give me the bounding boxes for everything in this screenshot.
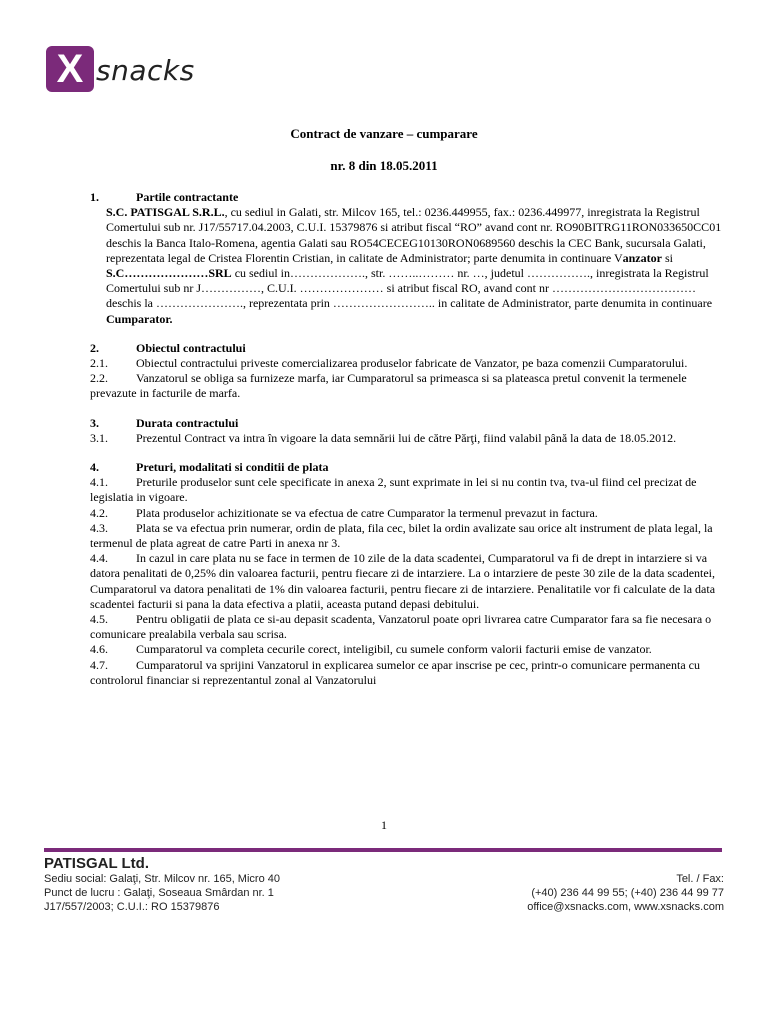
logo-word: snacks [96,53,195,87]
document-title: Contract de vanzare – cumparare [290,126,478,141]
clause: 4.3. Plata se va efectua prin numerar, ordin de plata, fila cec, bilet la ordin avalizate sau orice alt instrument de plata legal, la termenul de plata agreat de catre Parti in anexa nr 3. [90,520,713,551]
footer-contact-label: Tel. / Fax: [676,873,724,885]
logo-mark: X [46,46,94,92]
section-heading: 2. Obiectul contractului [90,340,246,355]
footer-phones: (+40) 236 44 99 55; (+40) 236 44 99 77 [531,887,724,899]
clause: 4.6. Cumparatorul va completa cecurile corect, inteligibil, cu sumele conform valorii facturii emise de vanzator. [90,642,652,657]
clause: 2.1. Obiectul contractului priveste comercializarea produselor fabricate de Vanzator, pe baza comenzii Cumparatorului. [90,356,688,371]
clause: 4.2. Plata produselor achizitionate se va efectua de catre Cumparator la termenul prevazut in factura. [90,505,598,520]
clause: 4.4. In cazul in care plata nu se face in termen de 10 zile de la data scadentei, Cumparatorul va fi de drept in intarziere si va datora penalitati de 0,25% din valoarea facturii, pentru fiecare zi de intarziere. La o intarziere de peste 30 zile de la data scadentei, Cumparatorul va datora penalitati de 1% din valoarea facturii, pentru fiecare zi de intarziere. Penalitatile vor fi calculate de la data scadentei facturii si pana la data efectiva a platii, aceasta putand depasi debitului. [90,551,716,611]
clause: 2.2. Vanzatorul se obliga sa furnizeze marfa, iar Cumparatorul sa primeasca si sa plateasca pretul convenit la termenele prevazute in facturile de marfa. [90,371,687,401]
section-heading: 3. Durata contractului [90,415,239,430]
footer-email-web: office@xsnacks.com, www.xsnacks.com [527,901,724,913]
footer-company: PATISGAL Ltd. [44,855,149,872]
footer-address: Sediu social: Galaţi, Str. Milcov nr. 165, Micro 40 [44,873,280,885]
footer [44,855,724,914]
seller-paragraph: S.C. PATISGAL S.R.L., cu sediul in Galati, str. Milcov 165, tel.: 0236.449955, fax.: 0236.449977, inregistrata la Registrul Comertului sub nr. J17/55717.04.2003, C.U.I. 15379876 si atribut fiscal “RO” avand cont nr. RO90BITRG11RON033650CC01 deschis la Banca Italo-Romena, agentia Galati sau RO54CECEG10130RON0689560 deschis la CEC Bank, sucursala Galati, reprezentata legal de Cristea Florentin Cristian, in calitate de Administrator; parte denumita in continuare Vanzator si [106,205,722,265]
footer-registration: J17/557/2003; C.U.I.: RO 15379876 [44,901,220,913]
buyer-paragraph: S.C…………………SRL cu sediul in………………., str. ……..……… nr. …, judetul ……………., inregistrata la Registrul Comertului sub nr J……………, C.U.I. ………………… si atribut fiscal RO, avand cont nr ……………………………… deschis la …………………., reprezentata prin …………………….. in calitate de Administrator, parte denumita in continuare Cumparator. [106,266,713,326]
footer-workpoint: Punct de lucru : Galaţi, Soseaua Smârdan nr. 1 [44,887,274,899]
company-logo [46,46,195,92]
clause: 4.7. Cumparatorul va sprijini Vanzatorul in explicarea sumelor ce apar inscrise pe cec, printr-o comunicare permanenta cu controlorul financiar si reprezentantul zonal al Vanzatorului [90,657,700,687]
document-body [90,190,722,688]
footer-divider [44,848,722,852]
contract-number: nr. 8 din 18.05.2011 [330,158,438,173]
section-heading: 4. Preturi, modalitati si conditii de plata [90,460,329,475]
clause: 3.1. Prezentul Contract va intra în vigoare la data semnării lui de către Părţi, fiind valabil până la data de 18.05.2012. [90,430,677,445]
clause: 4.5. Pentru obligatii de plata ce si-au depasit scadenta, Vanzatorul poate opri livrarea catre Cumparator fara sa fie necesara o comunicare prealabila verbala sau scrisa. [90,612,712,642]
clause: 4.1. Preturile produselor sunt cele specificate in anexa 2, sunt exprimate in lei si nu contin tva, tva-ul fiind cel precizat de legislatia in vigoare. [90,475,697,505]
section-heading: 1. Partile contractante [90,190,239,204]
page-number: 1 [381,818,387,832]
